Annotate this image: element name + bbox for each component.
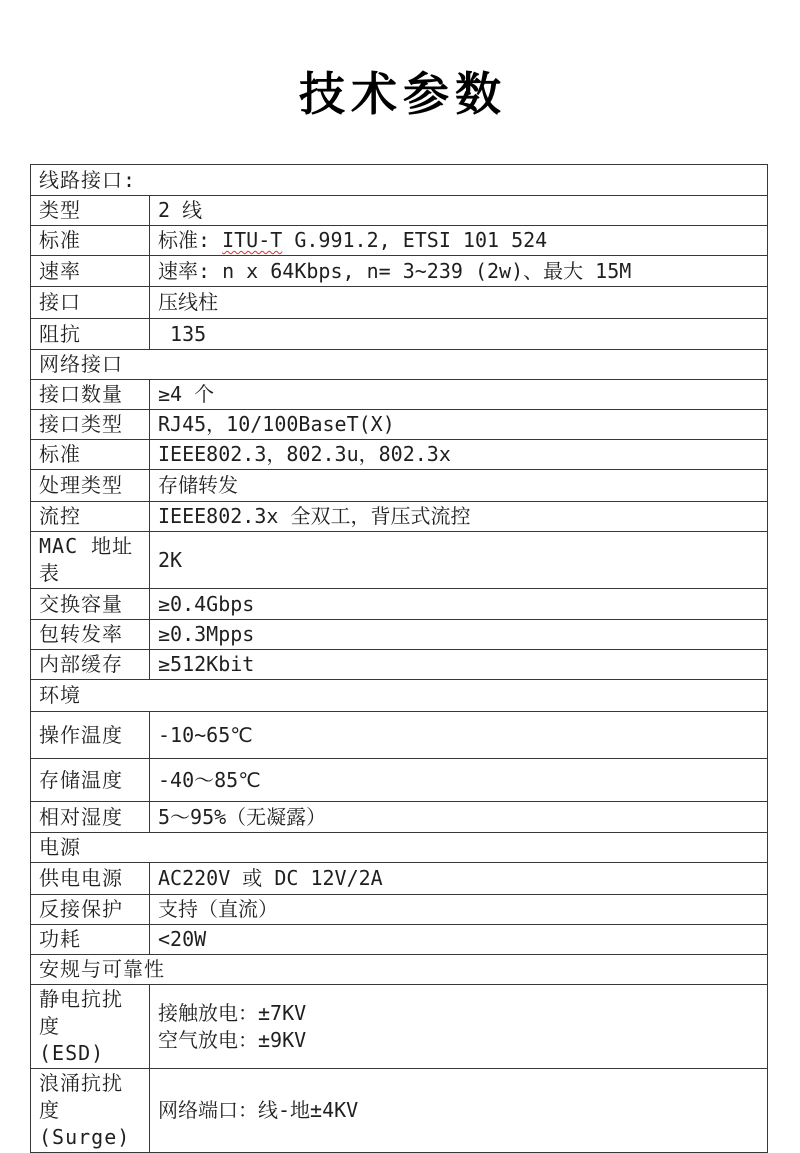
spec-label-cell [31,196,150,226]
spec-label: 存储温度 [39,767,123,792]
spec-label-cell [31,380,150,410]
section-label-cell [31,955,768,985]
spec-label-cell [31,287,150,319]
section-row [31,680,768,712]
table-row [31,985,768,1069]
spec-label: 静电抗扰度 [39,987,123,1038]
spec-label: 阻抗 [39,321,81,346]
misspelled-text: ITU-T [222,228,283,252]
spec-value-line: RJ45，10/100BaseT(X) [158,412,395,436]
spec-label: MAC 地址表 [39,534,134,585]
spec-label: 标准 [39,228,81,252]
spec-label-cell [31,440,150,470]
section-label: 安规与可靠性 [39,957,165,981]
spec-label-cell [31,470,150,502]
table-row [31,895,768,925]
spec-value-line: 速率: n x 64Kbps, n= 3~239 (2w)、最大 15M [158,258,632,283]
spec-value-line: IEEE802.3，802.3u，802.3x [158,442,451,466]
table-row [31,196,768,226]
section-row [31,955,768,985]
spec-table-body [31,165,768,1153]
spec-label-cell [31,532,150,589]
table-row [31,380,768,410]
table-row [31,925,768,955]
spec-value-cell [150,502,768,532]
spec-table [30,164,768,1153]
spec-label: 反接保护 [39,897,123,921]
section-label-cell [31,833,768,863]
spec-label-cell [31,712,150,759]
spec-value-cell [150,712,768,759]
spec-label-cell [31,1069,150,1153]
spec-value-line: 2K [158,547,183,572]
spec-value-line: 5～95%（无凝露） [158,804,327,829]
spec-label-cell [31,226,150,256]
spec-value-cell [150,925,768,955]
spec-value-cell [150,287,768,319]
spec-value-line: 135 [158,321,207,346]
spec-label: 操作温度 [39,722,123,747]
spec-label-cell [31,502,150,532]
spec-value-line: ≥512Kbit [158,652,255,676]
spec-label-cell [31,759,150,802]
spec-label-cell [31,985,150,1069]
spec-label-cell [31,895,150,925]
section-label: 网络接口 [39,352,123,376]
spec-label-cell [31,650,150,680]
section-label: 环境 [39,683,81,707]
spec-label: 处理类型 [39,473,123,497]
spec-value-line: ≥0.4Gbps [158,591,255,616]
table-row [31,589,768,620]
spec-value-line: -40～85℃ [158,767,261,792]
spec-value-cell [150,470,768,502]
spec-value-line: 网络端口：线-地±4KV [158,1098,359,1122]
spec-value-line: <20W [158,927,207,951]
spec-label: 类型 [39,198,81,222]
spec-label-cell [31,925,150,955]
spec-label: 内部缓存 [39,652,123,676]
spec-value-cell [150,410,768,440]
spec-label: 接口数量 [39,382,123,406]
table-row [31,650,768,680]
spec-value-line: -10~65℃ [158,722,253,747]
spec-value-cell [150,589,768,620]
spec-value-cell [150,256,768,287]
spec-value-line: 空气放电：±9KV [158,1027,307,1052]
table-row [31,502,768,532]
spec-value-cell [150,319,768,350]
table-row [31,470,768,502]
table-row [31,319,768,350]
spec-value-cell [150,985,768,1069]
spec-value-line: 压线柱 [158,290,218,314]
table-row [31,759,768,802]
spec-value-line: 标准: ITU-T G.991.2, ETSI 101 524 [158,228,548,252]
spec-value-cell [150,863,768,895]
spec-value-cell [150,620,768,650]
spec-label-suffix: (ESD) [39,1041,105,1065]
table-row [31,410,768,440]
table-row [31,620,768,650]
table-row [31,712,768,759]
spec-value-line: 接触放电：±7KV [158,1000,307,1025]
spec-label-suffix: (Surge) [39,1125,131,1149]
spec-value-line: ≥4 个 [158,382,215,406]
spec-value-cell [150,226,768,256]
section-row [31,833,768,863]
spec-label: 流控 [39,504,81,528]
section-row [31,350,768,380]
table-row [31,863,768,895]
spec-value-line: ≥0.3Mpps [158,622,255,646]
spec-label: 浪涌抗扰度 [39,1071,123,1122]
spec-label: 相对湿度 [39,804,123,829]
table-row [31,532,768,589]
spec-value-cell [150,1069,768,1153]
spec-value-cell [150,380,768,410]
spec-label-cell [31,319,150,350]
spec-label: 标准 [39,442,81,466]
spec-value-cell [150,440,768,470]
spec-label-cell [31,620,150,650]
spec-value-cell [150,650,768,680]
spec-value-cell [150,895,768,925]
spec-value-line: AC220V 或 DC 12V/2A [158,866,383,890]
page-title: 技术参数 [299,67,507,121]
table-row [31,226,768,256]
spec-label: 功耗 [39,927,81,951]
spec-value-line: IEEE802.3x 全双工，背压式流控 [158,504,471,528]
spec-value-cell [150,802,768,833]
spec-value-line: 支持（直流） [158,897,278,921]
section-label-cell [31,680,768,712]
section-label: 线路接口: [39,167,137,192]
section-label-cell [31,165,768,196]
spec-label: 包转发率 [39,622,123,646]
spec-value-line: 存储转发 [158,473,238,497]
spec-label-cell [31,802,150,833]
table-row [31,802,768,833]
section-label: 电源 [39,835,81,859]
table-row [31,1069,768,1153]
spec-value-cell [150,532,768,589]
section-row [31,165,768,196]
table-row [31,256,768,287]
section-label-cell [31,350,768,380]
table-row [31,287,768,319]
spec-label-cell [31,863,150,895]
spec-label: 接口类型 [39,412,123,436]
spec-label: 速率 [39,258,81,283]
spec-label-cell [31,256,150,287]
spec-value-cell [150,196,768,226]
table-row [31,440,768,470]
spec-value-cell [150,759,768,802]
spec-label-cell [31,589,150,620]
spec-label: 接口 [39,290,81,314]
spec-label-cell [31,410,150,440]
spec-label: 交换容量 [39,591,123,616]
spec-label: 供电电源 [39,866,123,890]
spec-value-line: 2 线 [158,198,203,222]
